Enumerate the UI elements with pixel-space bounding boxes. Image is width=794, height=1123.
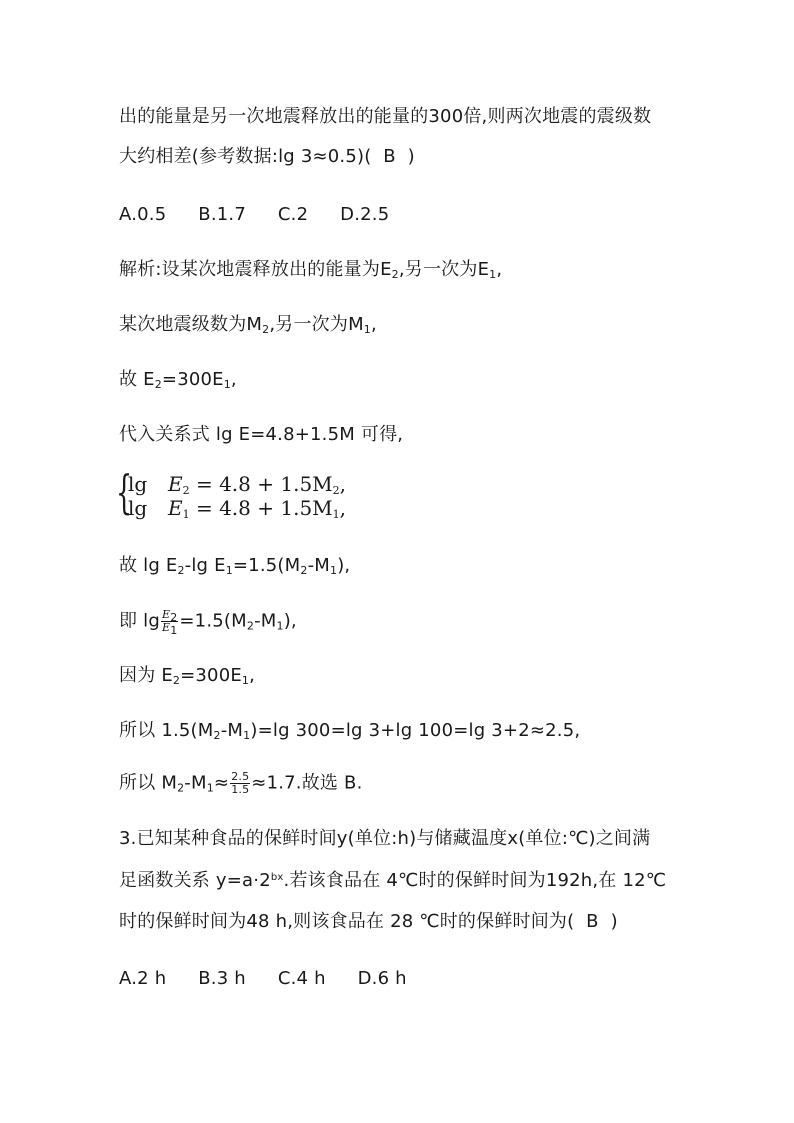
option-c: C.2 [277,204,309,225]
question-3-line-2: 足函数关系 $y=a\cdot 2^{bx}$.若该食品在 4℃时的保鲜时间为192h,在 12℃ [119,870,667,891]
solution-line-4: 代入关系式 lg E=4.8+1.5M 可得, [119,424,404,445]
solution-line-5: 故 $\lg E_2-\lg$ $E_1=1.5(M_2-M_1)$, [119,555,351,577]
question-2-line-2: 大约相差(参考数据:lg 3≈0.5)( B ) [119,146,415,167]
solution-line-1: 解析:设某次地震释放出的能量为$E_2$,另一次为$E_1$, [119,259,503,281]
option-a: A.2 h [119,968,167,989]
question-3-line-1: 3.已知某种食品的保鲜时间y(单位:h)与储藏温度x(单位:℃)之间满 [119,828,651,849]
solution-line-7: 因为 $E_2=300E_1$, [119,665,256,687]
solution-line-2: 某次地震级数为$M_2$,另一次为$M_1$, [119,314,377,336]
question-3-options [119,967,407,991]
solution-line-6: 即 lg $\frac{E_2}{E_1}$ $=1.5(M_2-M_1)$, [119,608,297,637]
option-d: D.2.5 [340,204,390,225]
solution-line-8: 所以 $1.5(M_2-M_1)=\lg$ 300=lg 3+lg 100=lg 3+2≈2.5, [119,720,581,742]
option-d: D.6 h [357,968,407,989]
solution-line-9: 所以 $M_2-M_1\approx$ $\frac{2.5}{1.5}$ ≈1.7.故选 B. [119,770,363,796]
left-brace: { [116,465,133,519]
option-b: B.3 h [198,968,246,989]
option-b: B.1.7 [198,204,246,225]
equation-2: $\lg E_1 = 4.8 + 1.5M_1$, [128,496,347,521]
solution-line-3: 故 $E_2=300E_1$, [119,369,237,391]
option-a: A.0.5 [119,204,167,225]
option-c: C.4 h [277,968,326,989]
fraction-2-5-over-1-5: $\frac{2.5}{1.5}$ [231,770,250,796]
fraction-e2-over-e1: $\frac{E_2}{E_1}$ [161,608,178,637]
equation-1: $\lg E_2 = 4.8 + 1.5M_2$, [128,472,347,497]
question-2-options [119,203,389,227]
question-2-line-1: 出的能量是另一次地震释放出的能量的300倍,则两次地震的震级数 [119,106,652,127]
question-3-line-3: 时的保鲜时间为48 h,则该食品在 28 ℃时的保鲜时间为( B ) [119,911,618,932]
